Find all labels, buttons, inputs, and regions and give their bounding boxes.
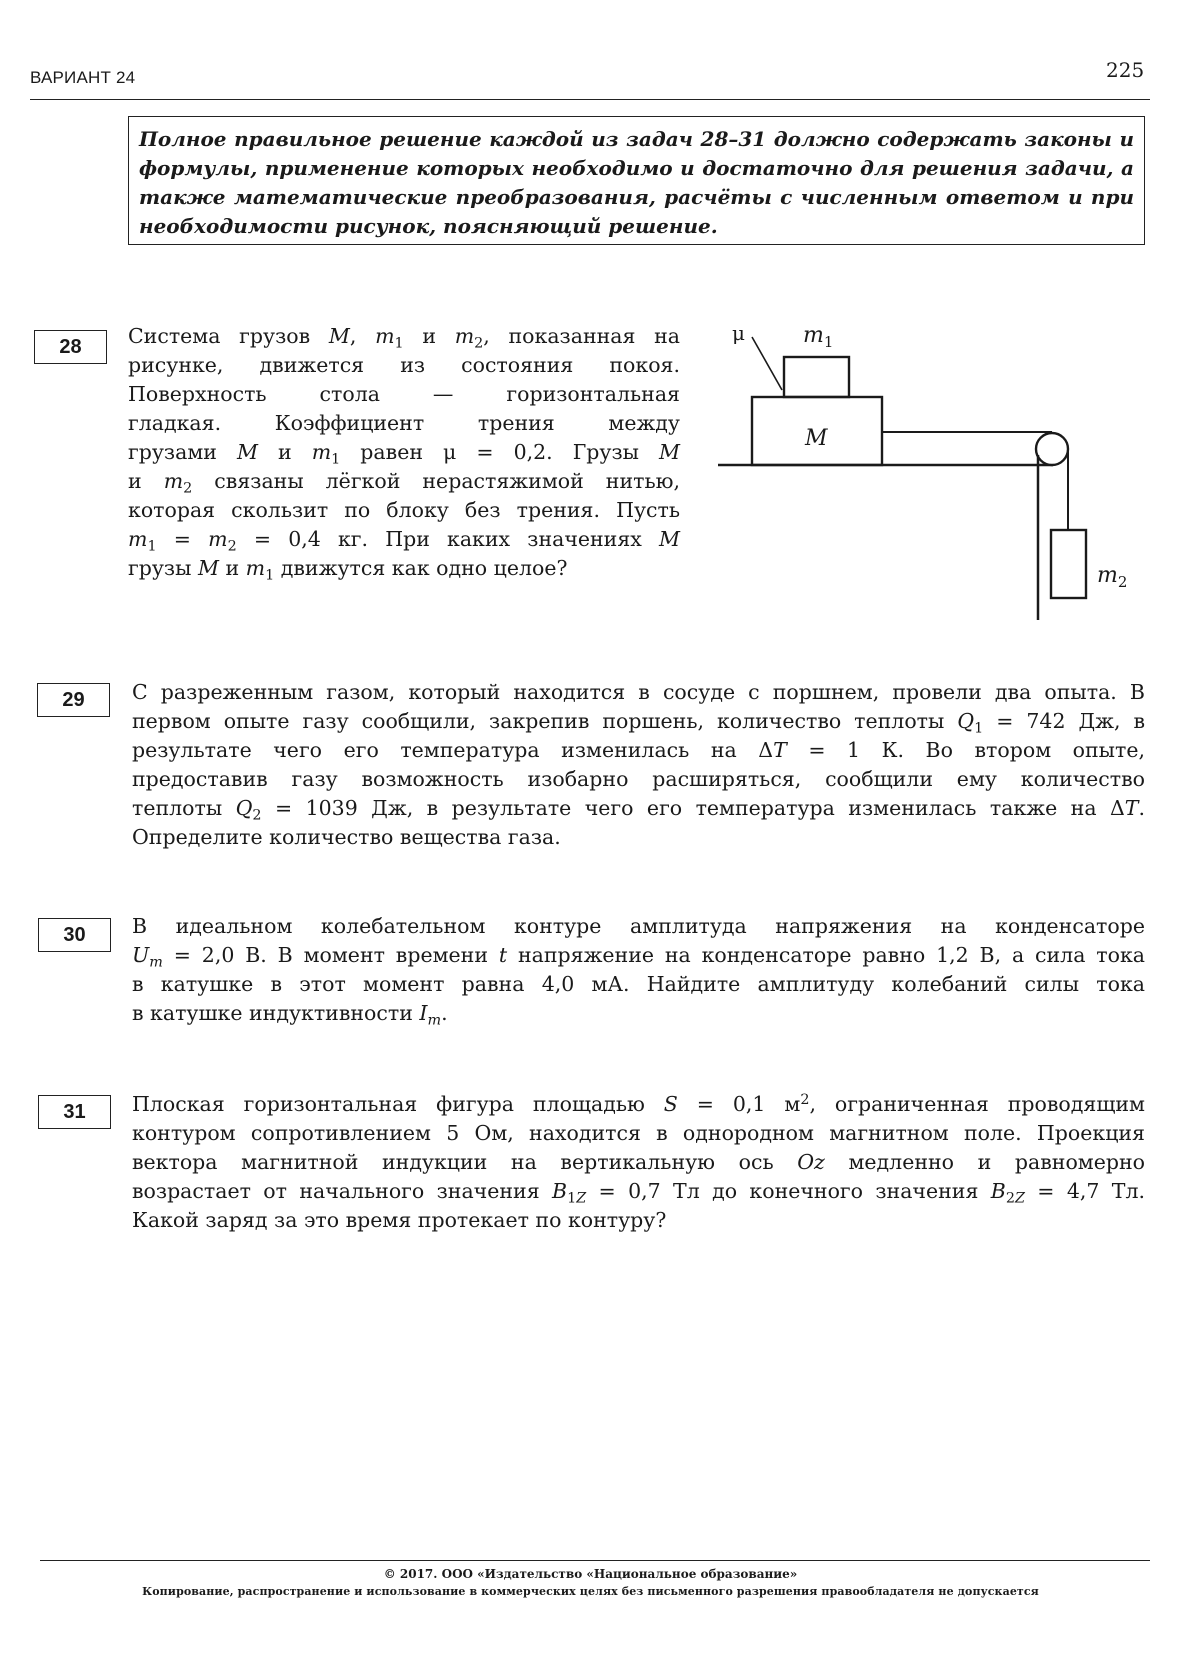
task-29-line: теплоты $Q_2 = 1039$ Дж, в результате чего его температура изменилась также на ΔT. <box>132 796 1145 824</box>
task-30-line: В идеальном колебательном контуре амплитуда напряжения на конденсаторе <box>132 914 1145 938</box>
task-31-line: Какой заряд за это время протекает по контуру? <box>132 1208 667 1232</box>
variant-title: ВАРИАНТ 24 <box>30 68 136 87</box>
label-m1-base: m <box>803 323 824 348</box>
instructions-box: Полное правильное решение каждой из задач 28–31 должно содержать законы и формулы, применение которых необходимо и достаточно для решения задачи, а также математические преобразования, расчёты с численным ответом и при необходимости рисунок, поясняющий решение. <box>128 116 1145 245</box>
task-31-line: возрастает от начального значения $B_{1Z} = 0,7$ Тл до конечного значения $B_{2Z} = 4,7$ Тл. <box>132 1179 1146 1207</box>
task-31-line: Плоская горизонтальная фигура площадью S = 0,1 $м^2$, ограниченная проводящим <box>132 1091 1145 1116</box>
task-number-29: 29 <box>37 683 110 717</box>
pulley <box>1036 433 1068 465</box>
task-29-text <box>132 678 1145 852</box>
task-number-28: 28 <box>34 330 107 364</box>
task-30-line: $U_m = 2,0$ В. В момент времени t напряжение на конденсаторе равно 1,2 В, а сила тока <box>132 943 1145 971</box>
task-29-line: предоставив газу возможность изобарно расширяться, сообщили ему количество <box>132 767 1145 791</box>
label-m1 <box>803 323 833 351</box>
task-number-31: 31 <box>38 1095 111 1129</box>
task-30-line: в катушке в этот момент равна 4,0 мА. Найдите амплитуду колебаний силы тока <box>132 972 1145 996</box>
header-rule <box>30 99 1150 100</box>
task-28-line: Поверхность стола — горизонтальная <box>128 382 680 406</box>
task-29-line: С разреженным газом, который находится в сосуде с поршнем, провели два опыта. В <box>132 680 1145 704</box>
label-m2 <box>1097 563 1127 591</box>
task-28-line: $m_1 = m_2 = 0,4$ кг. При каких значениях M <box>128 527 680 555</box>
task-31-line: контуром сопротивлением 5 Ом, находится в однородном магнитном поле. Проекция <box>132 1121 1145 1145</box>
pulley-figure <box>700 320 1150 640</box>
task-28-line: рисунке, движется из состояния покоя. <box>128 353 680 377</box>
footer-rule <box>40 1560 1150 1561</box>
task-28-line: и $m_2$ связаны лёгкой нерастяжимой нитью, <box>128 469 680 497</box>
footer-legal-note: Копирование, распространение и использование в коммерческих целях без письменного разрешения правообладателя не допускается <box>142 1585 1039 1598</box>
label-M <box>804 426 828 451</box>
footer-copyright: © 2017. ООО «Издательство «Национальное образование» <box>383 1567 798 1581</box>
task-30-line: в катушке индуктивности $I_m$. <box>132 1001 448 1029</box>
task-31-text <box>132 1090 1145 1235</box>
label-M-text: M <box>805 426 828 451</box>
task-31-line: вектора магнитной индукции на вертикальную ось Oz медленно и равномерно <box>132 1150 1145 1174</box>
label-m1-subscript: 1 <box>823 333 834 351</box>
label-m2-subscript: 2 <box>1117 573 1128 591</box>
block-m2 <box>1051 530 1086 598</box>
task-28-line: грузами M и $m_1$ равен μ = 0,2. Грузы M <box>128 440 680 468</box>
task-29-line: первом опыте газу сообщили, закрепив поршень, количество теплоты $Q_1 = 742$ Дж, в <box>132 709 1145 737</box>
label-mu: μ <box>732 321 745 345</box>
task-28-line: Система грузов M, $m_1$ и $m_2$, показанная на <box>128 324 680 352</box>
task-number-30: 30 <box>38 918 111 952</box>
label-m2-base: m <box>1097 563 1118 588</box>
task-29-line: Определите количество вещества газа. <box>132 825 561 849</box>
task-28-line: грузы M и $m_1$ движутся как одно целое? <box>128 556 568 584</box>
mu-pointer <box>752 337 782 390</box>
task-28-text <box>128 322 680 583</box>
task-28-line: гладкая. Коэффициент трения между <box>128 411 680 435</box>
task-30-text <box>132 912 1145 1028</box>
task-29-line: результате чего его температура изменилась на ΔT = 1 К. Во втором опыте, <box>132 738 1145 762</box>
task-28-line: которая скользит по блоку без трения. Пусть <box>128 498 680 522</box>
block-m1 <box>784 357 849 397</box>
page-number: 225 <box>1106 58 1145 82</box>
